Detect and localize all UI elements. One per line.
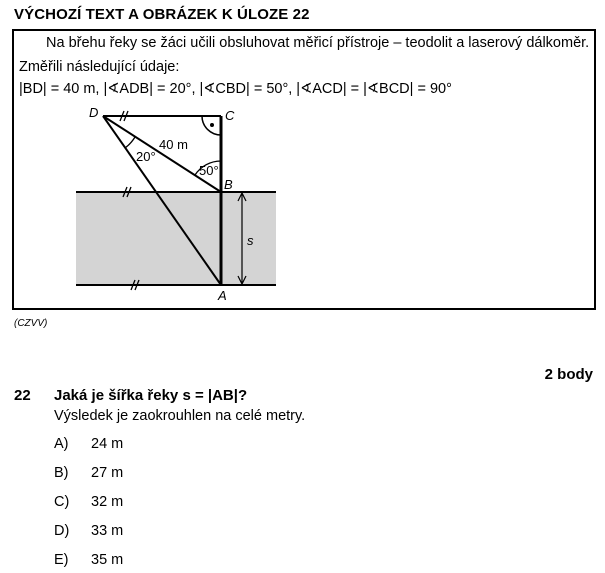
segment-db xyxy=(103,116,221,192)
points-label: 2 body xyxy=(544,366,593,383)
right-angle-dot xyxy=(210,123,214,127)
label-d: D xyxy=(89,105,99,120)
option-value: 32 m xyxy=(91,494,124,510)
option-c[interactable] xyxy=(54,494,123,510)
intro-text: Na břehu řeky se žáci učili obsluhovat měřicí přístroje – teodolit a laserový dálkoměr. xyxy=(46,35,590,51)
option-letter: E) xyxy=(54,552,69,568)
option-value: 35 m xyxy=(91,552,124,568)
option-e[interactable] xyxy=(54,552,123,568)
label-angle-50: 50° xyxy=(199,163,219,178)
option-letter: B) xyxy=(54,465,69,481)
option-value: 24 m xyxy=(91,436,124,452)
option-value: 33 m xyxy=(91,523,124,539)
given-values: |BD| = 40 m, |∢ADB| = 20°, |∢CBD| = 50°, |∢ACD| = |∢BCD| = 90° xyxy=(19,81,452,97)
section-heading: VÝCHOZÍ TEXT A OBRÁZEK K ÚLOZE 22 xyxy=(14,6,310,23)
option-letter: C) xyxy=(54,494,70,510)
question-subtext: Výsledek je zaokrouhlen na celé metry. xyxy=(54,408,306,424)
river-area xyxy=(76,192,276,285)
option-letter: D) xyxy=(54,523,70,539)
label-distance: 40 m xyxy=(159,137,188,152)
label-c: C xyxy=(225,108,235,123)
label-angle-20: 20° xyxy=(136,149,156,164)
option-letter: A) xyxy=(54,436,69,452)
question-text: Jaká je šířka řeky s = |AB|? xyxy=(54,387,248,404)
question-number: 22 xyxy=(14,387,31,404)
label-a: A xyxy=(218,288,227,303)
option-b[interactable] xyxy=(54,465,123,481)
option-d[interactable] xyxy=(54,523,123,539)
option-a[interactable] xyxy=(54,436,123,452)
label-s: s xyxy=(247,233,254,248)
angle-arc-20 xyxy=(125,137,135,148)
option-value: 27 m xyxy=(91,465,124,481)
measured-text: Změřili následující údaje: xyxy=(19,59,180,75)
label-b: B xyxy=(224,177,233,192)
source-label: (CZVV) xyxy=(14,318,48,329)
